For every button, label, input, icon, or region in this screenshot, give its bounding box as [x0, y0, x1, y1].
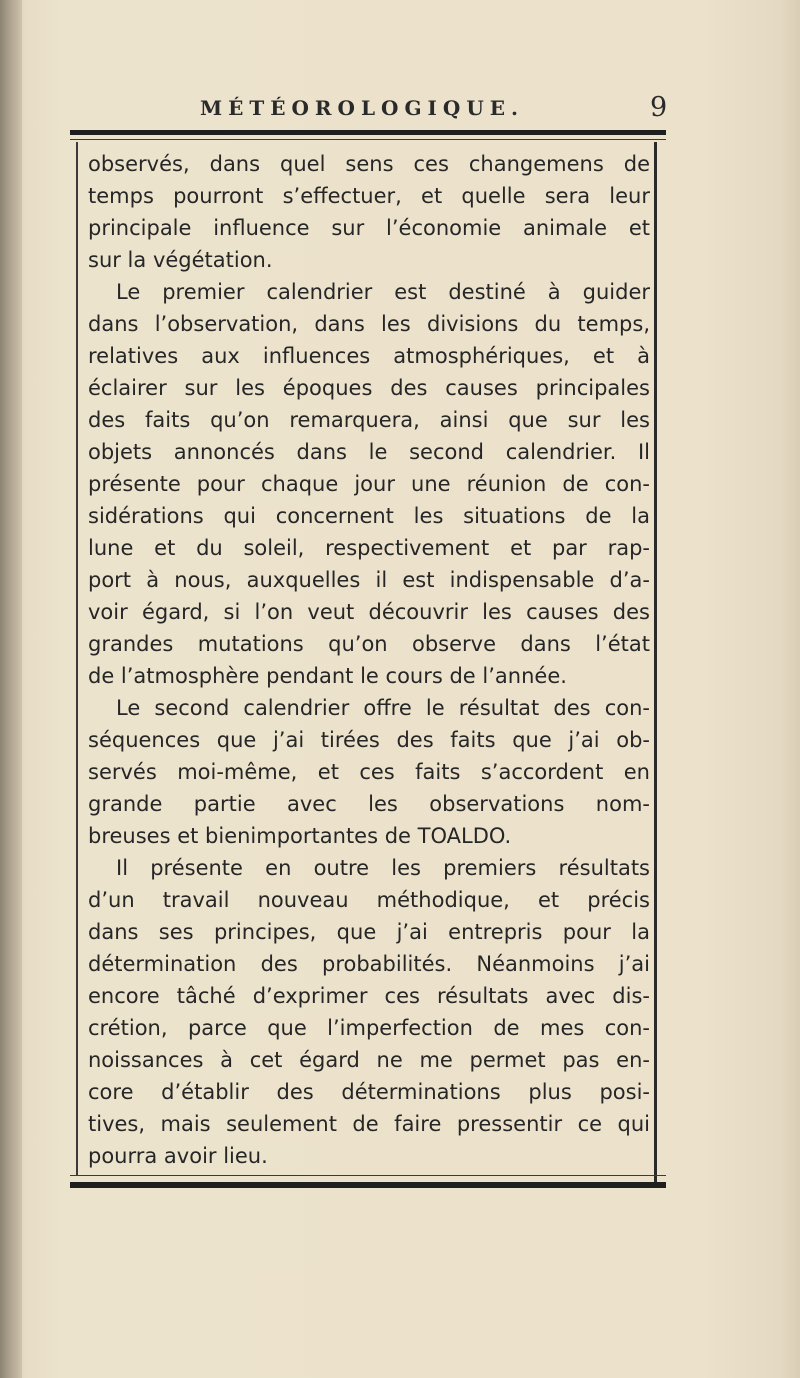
text-line: voir égard, si l’on veut découvrir les causes des [88, 600, 650, 624]
text-line: sur la végétation. [88, 248, 273, 272]
frame-rule-bottom-thin [70, 1175, 666, 1176]
text-line: Le second calendrier offre le résultat des con- [116, 696, 650, 720]
text-line: dans l’observation, dans les divisions du temps, [88, 312, 650, 336]
text-line: relatives aux influences atmosphériques, et à [88, 344, 650, 368]
page-number: 9 [650, 92, 668, 123]
text-line: séquences que j’ai tirées des faits que j’ai ob- [88, 728, 650, 752]
text-line: noissances à cet égard ne me permet pas en- [88, 1048, 650, 1072]
text-line: temps pourront s’effectuer, et quelle sera leur [88, 184, 650, 208]
running-head: MÉTÉOROLOGIQUE. [200, 96, 524, 120]
text-line: dans ses principes, que j’ai entrepris pour la [88, 920, 650, 944]
text-line: port à nous, auxquelles il est indispensable d’a- [88, 568, 650, 592]
book-spine-shadow [0, 0, 22, 1378]
text-line: servés moi-même, et ces faits s’accordent en [88, 760, 650, 784]
text-line: observés, dans quel sens ces changemens de [88, 152, 650, 176]
text-frame [70, 130, 666, 1192]
text-line: Le premier calendrier est destiné à guider [116, 280, 650, 304]
body-text [88, 148, 650, 1172]
text-line: de l’atmosphère pendant le cours de l’année. [88, 664, 567, 688]
text-line: Il présente en outre les premiers résultats [116, 856, 650, 880]
text-line: pourra avoir lieu. [88, 1144, 268, 1168]
text-line: core d’établir des déterminations plus posi- [88, 1080, 650, 1104]
frame-rule-right [654, 142, 657, 1182]
text-line: breuses et bienimportantes de TOALDO. [88, 824, 512, 848]
frame-rule-top [70, 130, 666, 135]
frame-rule-bottom [70, 1182, 666, 1188]
text-line: d’un travail nouveau méthodique, et précis [88, 888, 650, 912]
text-line: tives, mais seulement de faire pressentir ce qui [88, 1112, 650, 1136]
text-line: grandes mutations qu’on observe dans l’état [88, 632, 650, 656]
text-line: présente pour chaque jour une réunion de con- [88, 472, 650, 496]
text-line: encore tâché d’exprimer ces résultats avec dis- [88, 984, 650, 1008]
text-line: principale influence sur l’économie animale et [88, 216, 650, 240]
text-line: lune et du soleil, respectivement et par rap- [88, 536, 650, 560]
text-line: éclairer sur les époques des causes principales [88, 376, 650, 400]
text-line: sidérations qui concernent les situations de la [88, 504, 650, 528]
text-line: détermination des probabilités. Néanmoins j’ai [88, 952, 650, 976]
text-line: crétion, parce que l’imperfection de mes con- [88, 1016, 650, 1040]
text-line: grande partie avec les observations nom- [88, 792, 650, 816]
frame-rule-left [76, 142, 78, 1176]
text-line: objets annoncés dans le second calendrier. Il [88, 440, 650, 464]
text-line: des faits qu’on remarquera, ainsi que sur les [88, 408, 650, 432]
frame-rule-top-thin [70, 139, 666, 140]
